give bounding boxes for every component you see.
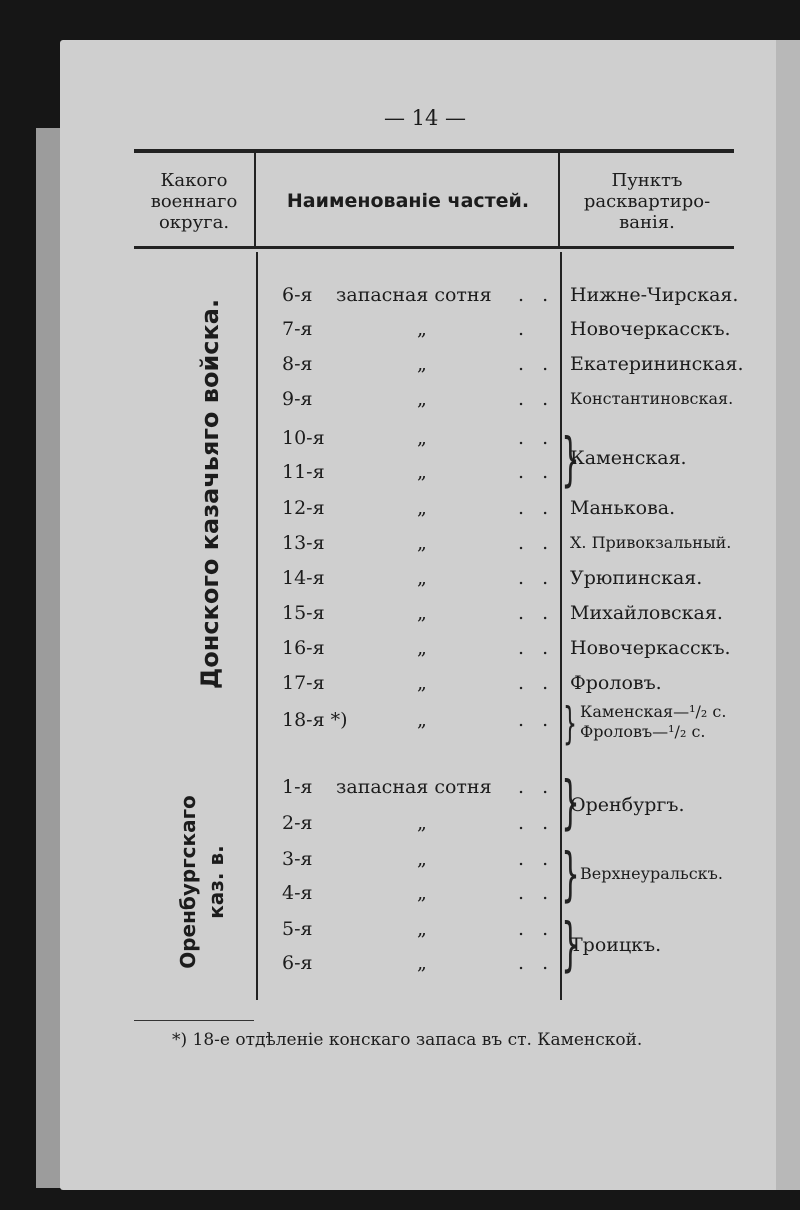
row-dots: . .	[518, 882, 555, 904]
header-bottom-rule	[134, 246, 734, 249]
table-row	[262, 347, 562, 381]
row-place: Фроловъ.	[570, 672, 662, 694]
place-split-1: Каменская—¹/₂ с.	[580, 702, 727, 721]
row-dots: . .	[518, 952, 555, 974]
row-num: 13-я	[282, 532, 325, 554]
table-row	[262, 491, 562, 525]
row-num: 10-я	[282, 427, 325, 449]
row-dots: . .	[518, 812, 555, 834]
place-kamenskaya: Каменская.	[570, 447, 687, 469]
row-dots: . .	[518, 776, 555, 798]
row-ditto: „	[417, 388, 427, 410]
header-divider-2	[558, 153, 560, 246]
table-row	[262, 421, 562, 455]
header-divider-1	[254, 153, 256, 246]
table-row	[262, 278, 562, 312]
row-ditto: „	[417, 427, 427, 449]
row-place: Урюпинская.	[570, 567, 703, 589]
row-place: Х. Привокзальный.	[570, 533, 732, 552]
footnote-rule	[134, 1020, 254, 1021]
row-num: 3-я	[282, 848, 313, 870]
brace-icon: }	[561, 768, 580, 836]
row-ditto: „	[417, 532, 427, 554]
row-dots: . .	[518, 709, 555, 731]
row-dots: .	[518, 318, 531, 340]
row-ditto: „	[417, 848, 427, 870]
row-dots: . .	[518, 532, 555, 554]
row-ditto: „	[417, 918, 427, 940]
row-dots: . .	[518, 602, 555, 624]
table-row	[262, 876, 562, 910]
row-num: 11-я	[282, 461, 325, 483]
row-place: Михайловская.	[570, 602, 723, 624]
row-num: 8-я	[282, 353, 313, 375]
row-name: запасная сотня	[336, 776, 492, 798]
row-dots: . .	[518, 848, 555, 870]
group-label-don: Донского казачьяго войска.	[196, 298, 224, 690]
table-row	[262, 561, 562, 595]
table-row	[262, 946, 562, 980]
row-num: 4-я	[282, 882, 313, 904]
row-dots: . .	[518, 567, 555, 589]
table-row	[262, 842, 562, 876]
page-edge	[776, 40, 800, 1190]
row-dots: . .	[518, 284, 555, 306]
row-num: 6-я	[282, 952, 313, 974]
row-ditto: „	[417, 318, 427, 340]
brace-icon: }	[561, 840, 580, 908]
brace-icon: }	[561, 425, 580, 493]
row-num: 12-я	[282, 497, 325, 519]
table-row	[262, 770, 562, 804]
row-ditto: „	[417, 952, 427, 974]
row-ditto: „	[417, 602, 427, 624]
table-row	[262, 382, 562, 416]
table-row	[262, 912, 562, 946]
row-num: 18-я *)	[282, 709, 348, 731]
row-num: 6-я	[282, 284, 313, 306]
row-name: запасная сотня	[336, 284, 492, 306]
table-row	[262, 526, 562, 560]
row-num: 9-я	[282, 388, 313, 410]
row-ditto: „	[417, 353, 427, 375]
row-place: Новочеркасскъ.	[570, 637, 731, 659]
row-ditto: „	[417, 637, 427, 659]
brace-icon: }	[563, 698, 577, 749]
row-ditto: „	[417, 567, 427, 589]
row-dots: . .	[518, 497, 555, 519]
table-row	[262, 455, 562, 489]
row-place: Екатерининская.	[570, 353, 744, 375]
row-num: 17-я	[282, 672, 325, 694]
row-ditto: „	[417, 709, 427, 731]
place-split-2: Фроловъ—¹/₂ с.	[580, 722, 706, 741]
row-num: 14-я	[282, 567, 325, 589]
page-number: — 14 —	[383, 106, 467, 130]
row-place: Манькова.	[570, 497, 676, 519]
row-dots: . .	[518, 427, 555, 449]
header-location: Пунктъ расквартиро- ванія.	[583, 170, 711, 233]
body-divider-1	[256, 252, 258, 1000]
row-ditto: „	[417, 882, 427, 904]
row-num: 1-я	[282, 776, 313, 798]
row-dots: . .	[518, 672, 555, 694]
table-row	[262, 806, 562, 840]
table-row	[262, 631, 562, 665]
row-dots: . .	[518, 637, 555, 659]
table-row	[262, 666, 562, 700]
row-dots: . .	[518, 918, 555, 940]
row-place: Константиновская.	[570, 389, 734, 408]
row-ditto: „	[417, 672, 427, 694]
table-top-rule	[134, 149, 734, 153]
row-ditto: „	[417, 461, 427, 483]
row-ditto: „	[417, 497, 427, 519]
table-row	[262, 703, 562, 737]
header-district: Какого военнаго округа.	[150, 170, 238, 233]
row-dots: . .	[518, 461, 555, 483]
row-num: 15-я	[282, 602, 325, 624]
table-row	[262, 312, 562, 346]
row-place: Новочеркасскъ.	[570, 318, 731, 340]
place-troitsk: Троицкъ.	[570, 934, 662, 956]
header-units: Наименованіе частей.	[286, 190, 530, 212]
place-verkhneuralsk: Верхнеуральскъ.	[580, 864, 723, 883]
row-ditto: „	[417, 812, 427, 834]
row-num: 7-я	[282, 318, 313, 340]
place-orenburg: Оренбургъ.	[570, 794, 685, 816]
row-num: 5-я	[282, 918, 313, 940]
brace-icon: }	[561, 910, 580, 978]
row-place: Нижне-Чирская.	[570, 284, 739, 306]
row-dots: . .	[518, 388, 555, 410]
group-label-orenburg: Оренбургскаго каз. в.	[176, 795, 228, 969]
table-row	[262, 596, 562, 630]
row-dots: . .	[518, 353, 555, 375]
row-num: 2-я	[282, 812, 313, 834]
row-num: 16-я	[282, 637, 325, 659]
footnote: *) 18-е отдѣленіе конскаго запаса въ ст. Каменской.	[172, 1030, 643, 1050]
